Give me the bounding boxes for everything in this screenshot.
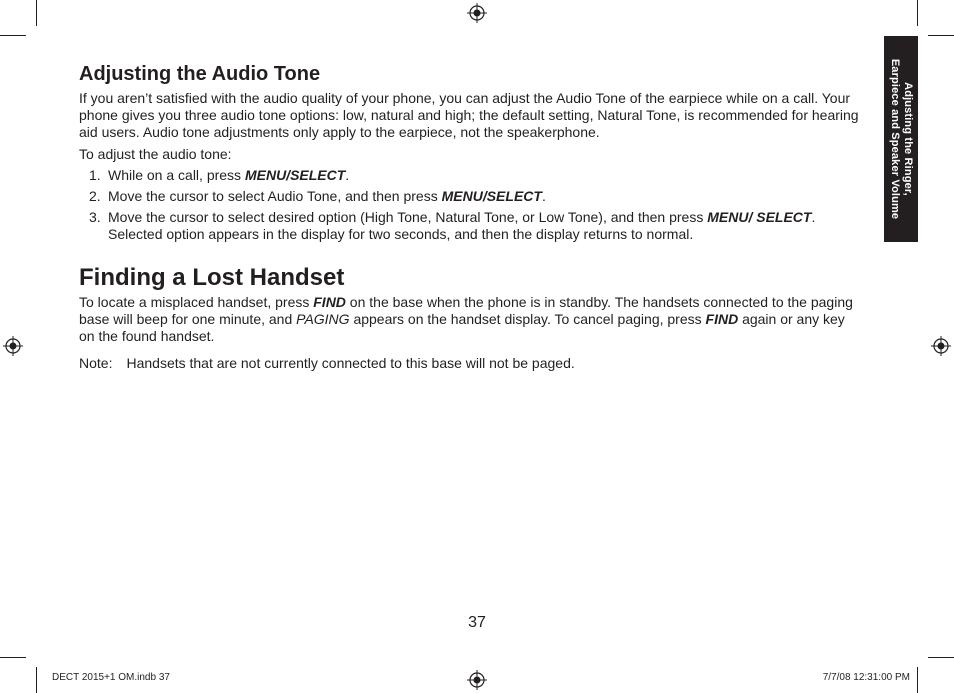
note	[79, 355, 859, 372]
lost-handset-text: again or any key on the found handset.	[79, 311, 845, 344]
find-key: FIND	[313, 294, 346, 310]
audio-tone-steps	[79, 167, 859, 243]
note-text: Handsets that are not currently connected to this base will not be paged.	[126, 355, 575, 371]
step-number: 1.	[89, 167, 101, 183]
paging-display-word: PAGING	[296, 311, 350, 327]
registration-mark-icon	[467, 670, 487, 690]
lost-handset-text: on the base when the phone is in standby. The handsets connected to the paging base will beep for one minute, and	[79, 294, 853, 327]
step-tail: .	[345, 167, 350, 183]
find-key: FIND	[705, 311, 739, 327]
menu-select-key: MENU/ SELECT	[707, 209, 812, 225]
step-text: Move the cursor to select desired option (High Tone, Natural Tone, or Low Tone), and then press	[108, 209, 708, 225]
side-tab-line-2: Earpiece and Speaker Volume	[889, 58, 901, 220]
page-number: 37	[468, 614, 486, 631]
menu-select-key: MENU/SELECT	[441, 188, 542, 204]
lost-handset-paragraph	[79, 294, 859, 345]
crop-mark	[928, 35, 954, 36]
crop-mark	[917, 667, 918, 693]
audio-tone-heading: Adjusting the Audio Tone	[79, 63, 321, 85]
step-tail: . Selected option appears in the display for two seconds, and then the display returns to normal.	[108, 209, 816, 242]
registration-mark-icon	[3, 336, 23, 356]
step-text: While on a call, press	[108, 167, 245, 183]
lost-handset-text: To locate a misplaced handset, press	[79, 294, 314, 310]
section-side-tab	[884, 36, 918, 242]
registration-mark-icon	[467, 3, 487, 23]
page-content	[79, 62, 859, 372]
list-item	[79, 188, 859, 205]
step-number: 2.	[89, 188, 101, 204]
side-tab-label	[888, 39, 914, 239]
step-tail: .	[541, 188, 546, 204]
menu-select-key: MENU/SELECT	[244, 167, 346, 183]
crop-mark	[917, 0, 918, 26]
crop-mark	[36, 667, 37, 693]
list-item	[79, 209, 859, 243]
footer-timestamp: 7/7/08 12:31:00 PM	[822, 672, 910, 683]
side-tab-line-1: Adjusting the Ringer,	[902, 82, 914, 196]
crop-mark	[0, 35, 26, 36]
lost-handset-heading: Finding a Lost Handset	[79, 264, 345, 291]
audio-tone-lead: To adjust the audio tone:	[79, 146, 232, 162]
step-text: Move the cursor to select Audio Tone, and then press	[108, 188, 442, 204]
step-number: 3.	[89, 209, 101, 225]
audio-tone-intro: If you aren’t satisfied with the audio quality of your phone, you can adjust the Audio Tone of the earpiece while on a call. Your phone gives you three audio tone options: low, natural and high; the default setting, Natural Tone, is recommended for hearing aid users. Audio tone adjustments only apply to the earpiece, not the speakerphone.	[79, 90, 859, 140]
crop-mark	[928, 657, 954, 658]
note-label: Note:	[79, 355, 113, 371]
list-item	[79, 167, 859, 184]
crop-mark	[36, 0, 37, 26]
registration-mark-icon	[931, 336, 951, 356]
footer-file-info: DECT 2015+1 OM.indb 37	[52, 672, 170, 683]
lost-handset-text: appears on the handset display. To cancel paging, press	[349, 311, 706, 327]
crop-mark	[0, 657, 26, 658]
